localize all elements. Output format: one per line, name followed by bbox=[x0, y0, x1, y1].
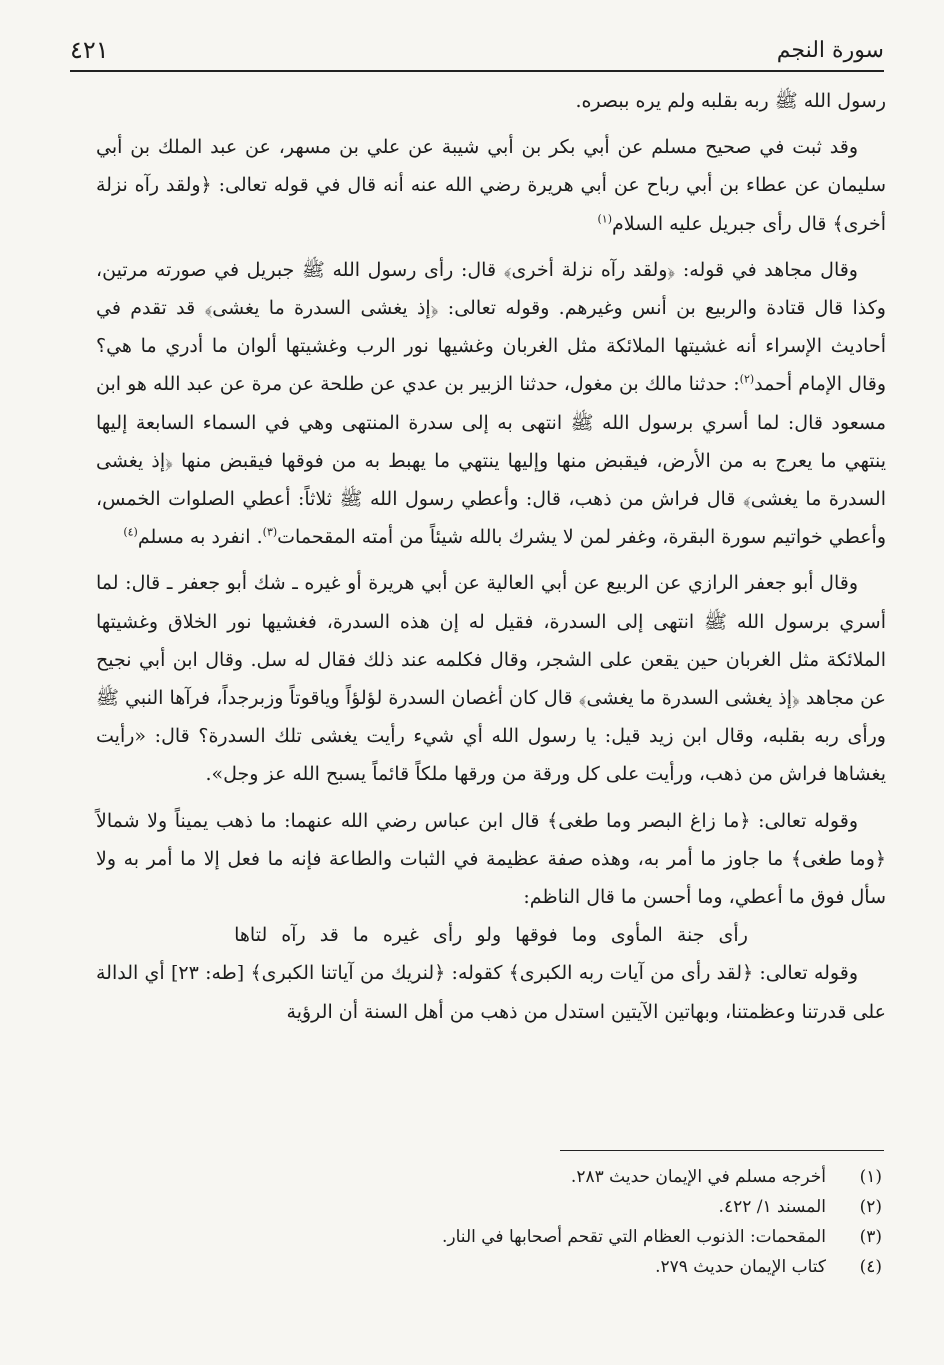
footnotes bbox=[300, 1162, 882, 1282]
paragraph: رسول الله ﷺ ربه بقلبه ولم يره ببصره. bbox=[575, 90, 886, 112]
footnote-number: (٢) bbox=[859, 1197, 882, 1217]
footnote-text: أخرجه مسلم في الإيمان حديث ٢٨٣. bbox=[570, 1167, 826, 1187]
paragraph: وقال أبو جعفر الرازي عن الربيع عن أبي العالية عن أبي هريرة أو غيره ـ شك أبو جعفر ـ قال: لما أسري برسول الله ﷺ انتهى إلى السدرة، فقيل له إن هذه السدرة، فغشيها نور الخلاق وغشيتها الملائكة مثل الغربان حين يقعن على الشجر، وقال فكلمه عند ذلك فقال له سل. وقال ابن أبي نجيح عن مجاهد ﴿إذ يغشى السدرة ما يغشى﴾ قال كان أغصان السدرة لؤلؤاً وياقوتاً وزبرجداً، فرآها النبي ﷺ ورأى ربه بقلبه، وقال ابن زيد قيل: يا رسول الله أي شيء رأيت يغشى تلك السدرة؟ قال: «رأيت يغشاها فراش من ذهب، ورأيت على كل ورقة من ورقها ملكاً قائماً يسبح الله عز وجل». bbox=[96, 572, 886, 786]
footnote-ref: (٣) bbox=[262, 525, 278, 539]
footnote-text: كتاب الإيمان حديث ٢٧٩. bbox=[655, 1257, 826, 1277]
paragraph: وقوله تعالى: ﴿ما زاغ البصر وما طغى﴾ قال ابن عباس رضي الله عنهما: ما ذهب يميناً ولا شمالاً ﴿وما طغى﴾ ما جاوز ما أمر به، وهذه صفة عظيمة في الثبات والطاعة فإنه ما فعل إلا ما أمر به ولا سأل فوق ما أعطي، وما أحسن ما قال الناظم: bbox=[96, 809, 886, 909]
surah-title: سورة النجم bbox=[776, 38, 884, 63]
footnote-number: (١) bbox=[859, 1167, 882, 1187]
footnote-text: المسند ١/ ٤٢٢. bbox=[718, 1197, 826, 1217]
footnote-text: المقحمات: الذنوب العظام التي تقحم أصحابها في النار. bbox=[442, 1227, 826, 1247]
footnote-ref: (٤) bbox=[123, 525, 138, 539]
footnote bbox=[300, 1252, 882, 1282]
main-text bbox=[96, 82, 886, 1031]
paragraph: وقد ثبت في صحيح مسلم عن أبي بكر بن أبي شيبة عن علي بن مسهر، عن عبد الملك بن أبي سليمان عن عطاء بن أبي رباح عن أبي هريرة رضي الله عنه أنه قال في قوله تعالى: ﴿ولقد رآه نزلة أخرى﴾ قال رأى جبريل عليه السلام$^{(١)}$ bbox=[96, 136, 886, 235]
footnote-number: (٤) bbox=[859, 1257, 882, 1277]
footnote bbox=[300, 1192, 882, 1222]
footnote-number: (٣) bbox=[859, 1227, 882, 1247]
footnote bbox=[300, 1222, 882, 1252]
footnote-separator bbox=[560, 1150, 884, 1151]
paragraph: وقوله تعالى: ﴿لقد رأى من آيات ربه الكبرى﴾ كقوله: ﴿لنريك من آياتنا الكبرى﴾ [طه: ٢٣] أي الدالة على قدرتنا وعظمتنا، وبهاتين الآيتين استدل من ذهب من أهل السنة أن الرؤية bbox=[96, 962, 886, 1023]
footnote-ref: (١) bbox=[597, 212, 612, 226]
footnote-ref: (٢) bbox=[739, 373, 755, 387]
poetry-verse: رأى جنة المأوى وما فوقها ولو رأى غيره ما قد رآه لتاها bbox=[234, 924, 748, 947]
page-header bbox=[70, 36, 884, 72]
paragraph: وقال مجاهد في قوله: ﴿ولقد رآه نزلة أخرى﴾ قال: رأى رسول الله ﷺ جبريل في صورته مرتين، وكذا قال قتادة والربيع بن أنس وغيرهم. وقوله تعالى: ﴿إذ يغشى السدرة ما يغشى﴾ قد تقدم في أحاديث الإسراء أنه غشيتها الملائكة مثل الغربان وغشيها نور الرب وغشيتها ألوان ما أدري ما هي؟ وقال الإمام أحمد$^{(٢)}$: حدثنا مالك بن مغول، حدثنا الزبير بن عدي عن طلحة عن مرة عن عبد الله هو ابن مسعود قال: لما أسري برسول الله ﷺ انتهى به إلى سدرة المنتهى وهي في السماء السابعة إليها ينتهي ما يعرج به من الأرض، فيقبض منها وإليها ينتهي ما يهبط به من فوقها فيقبض منها ﴿إذ يغشى السدرة ما يغشى﴾ قال فراش من ذهب، قال: وأعطي رسول الله ﷺ ثلاثاً: أعطي الصلوات الخمس، وأعطي خواتيم سورة البقرة، وغفر لمن لا يشرك بالله شيئاً من أمته المقحمات$^{(٣)}$. انفرد به مسلم$^{(٤)}$ bbox=[96, 258, 886, 549]
page-number: ٤٢١ bbox=[70, 36, 109, 64]
footnote bbox=[300, 1162, 882, 1192]
